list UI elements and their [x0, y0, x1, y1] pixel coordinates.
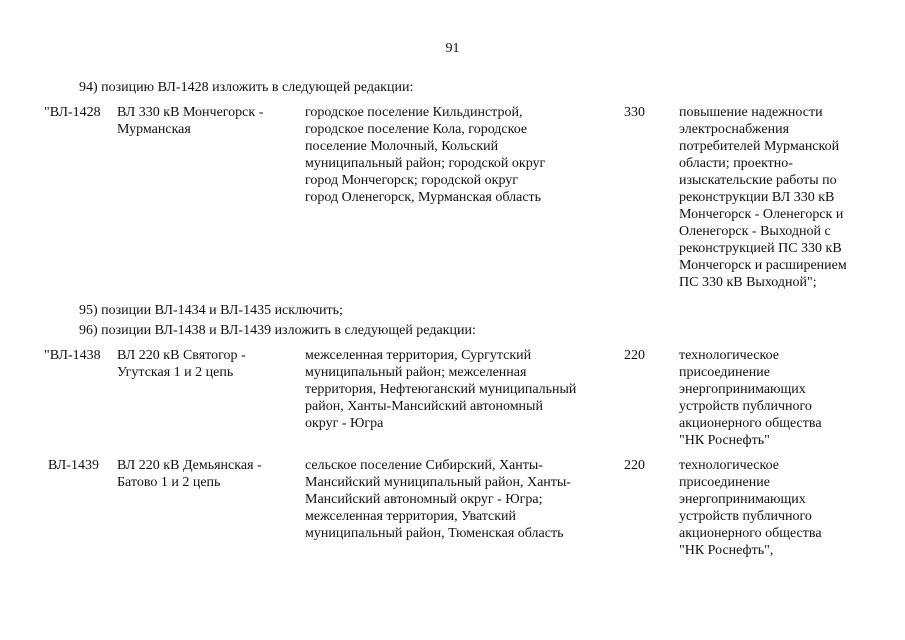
line-voltage: 220: [624, 348, 645, 363]
line-purpose: технологическое присоединение энергопринимающих устройств публичного акционерного общества "НК Роснефть": [679, 348, 822, 448]
page-number: 91: [445, 41, 460, 56]
line-purpose: технологическое присоединение энергопринимающих устройств публичного акционерного общества "НК Роснефть",: [679, 458, 822, 558]
line-code: "ВЛ-1438: [44, 348, 101, 363]
line-name: ВЛ 220 кВ Демьянская - Батово 1 и 2 цепь: [117, 458, 262, 490]
line-code: "ВЛ-1428: [44, 105, 101, 120]
line-territory: межселенная территория, Сургутский муниципальный район; межселенная территория, Нефтеюганский муниципальный район, Ханты-Мансийский автономный округ - Югра: [305, 348, 577, 431]
instruction-94: 94) позицию ВЛ-1428 изложить в следующей редакции:: [79, 80, 414, 95]
line-name: ВЛ 330 кВ Мончегорск - Мурманская: [117, 105, 264, 137]
line-purpose: повышение надежности электроснабжения потребителей Мурманской области; проектно- изыскательские работы по реконструкции ВЛ 330 кВ Мончегорск - Оленегорск и Оленегорск - Выходной с реконструкцией ПС 330 кВ Мончегорск и расширением ПС 330 кВ Выходной";: [679, 105, 847, 290]
instruction-95: 95) позиции ВЛ-1434 и ВЛ-1435 исключить;: [79, 303, 343, 318]
line-voltage: 220: [624, 458, 645, 473]
line-territory: городское поселение Кильдинстрой, городское поселение Кола, городское поселение Молочный, Кольский муниципальный район; городской округ город Мончегорск; городской округ город Оленегорск, Мурманская область: [305, 105, 546, 205]
line-name: ВЛ 220 кВ Святогор - Угутская 1 и 2 цепь: [117, 348, 246, 380]
line-territory: сельское поселение Сибирский, Ханты- Мансийский муниципальный район, Ханты- Мансийский автономный округ - Югра; межселенная территория, Уватский муниципальный район, Тюменская область: [305, 458, 571, 541]
line-code: ВЛ-1439: [48, 458, 99, 473]
instruction-96: 96) позиции ВЛ-1438 и ВЛ-1439 изложить в следующей редакции:: [79, 323, 476, 338]
line-voltage: 330: [624, 105, 645, 120]
